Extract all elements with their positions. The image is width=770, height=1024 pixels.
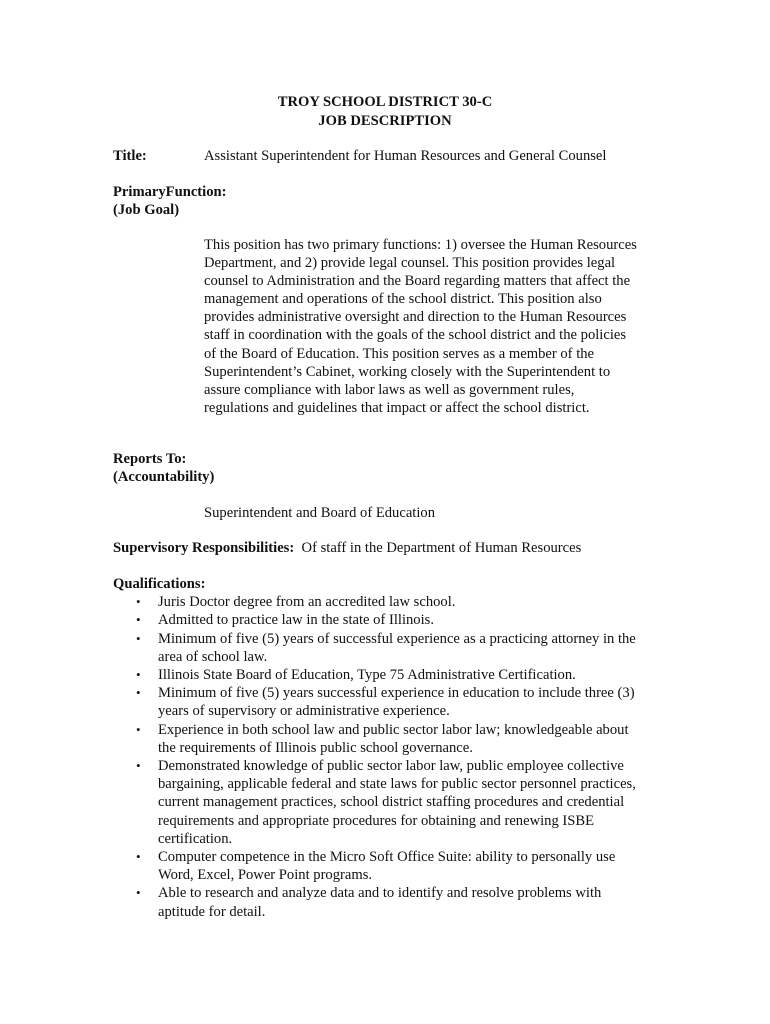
qualifications-label: Qualifications: — [113, 576, 206, 592]
bullet-icon: • — [136, 594, 141, 610]
paragraph-line: management and operations of the school district. This position also — [204, 291, 602, 308]
primary-function-paragraph — [204, 236, 664, 417]
qualification-line: the requirements of Illinois public school governance. — [158, 739, 473, 756]
qualification-line: current management practices, school district staffing procedures and credential — [158, 794, 625, 811]
qualification-line: certification. — [158, 830, 233, 847]
bullet-icon: • — [136, 667, 141, 683]
qualification-item — [113, 593, 673, 611]
qualification-line: Demonstrated knowledge of public sector labor law, public employee collective — [158, 758, 624, 775]
supervisory-responsibilities — [113, 539, 581, 557]
bullet-icon: • — [136, 849, 141, 865]
qualification-line: aptitude for detail. — [158, 903, 266, 920]
reports-to-label: Reports To: — [113, 451, 187, 467]
paragraph-line: staff in coordination with the goals of the school district and the policies — [204, 327, 627, 344]
paragraph-line: assure compliance with labor laws as well as government rules, — [204, 381, 575, 398]
paragraph-line: regulations and guidelines that impact or affect the school district. — [204, 399, 590, 416]
qualifications-section — [113, 575, 673, 921]
title-label: Title: — [113, 148, 147, 164]
document-header — [0, 93, 770, 131]
reports-to-value: Superintendent and Board of Education — [204, 505, 436, 521]
qualification-line: Computer competence in the Micro Soft Office Suite: ability to personally use — [158, 849, 616, 866]
qualification-line: requirements and appropriate procedures for obtaining and renewing ISBE — [158, 812, 595, 829]
qualification-line: Admitted to practice law in the state of Illinois. — [158, 612, 434, 629]
supervisory-label: Supervisory Responsibilities: — [113, 540, 295, 556]
bullet-icon: • — [136, 885, 141, 901]
qualification-line: Experience in both school law and public sector labor law; knowledgeable about — [158, 721, 629, 738]
qualification-item — [113, 666, 673, 684]
bullet-icon: • — [136, 630, 141, 646]
paragraph-line: This position has two primary functions: 1) oversee the Human Resources — [204, 237, 637, 253]
primary-function-label: PrimaryFunction: — [113, 184, 227, 200]
bullet-icon: • — [136, 612, 141, 628]
qualifications-list — [113, 593, 673, 921]
paragraph-line: of the Board of Education. This position serves as a member of the — [204, 345, 595, 362]
title-value: Assistant Superintendent for Human Resources and General Counsel — [204, 148, 607, 164]
job-goal-label: (Job Goal) — [113, 202, 180, 218]
qualification-line: Minimum of five (5) years successful experience in education to include three (3) — [158, 685, 635, 702]
qualification-item — [113, 721, 673, 757]
document-type: JOB DESCRIPTION — [318, 113, 452, 129]
accountability-label: (Accountability) — [113, 469, 215, 485]
paragraph-line: provides administrative oversight and direction to the Human Resources — [204, 309, 627, 326]
qualification-line: Able to research and analyze data and to identify and resolve problems with — [158, 885, 602, 902]
qualification-line: years of supervisory or administrative experience. — [158, 703, 450, 720]
qualification-line: Juris Doctor degree from an accredited law school. — [158, 594, 456, 611]
qualification-item — [113, 848, 673, 884]
qualification-line: bargaining, applicable federal and state laws for public sector personnel practices, — [158, 776, 636, 793]
qualification-item — [113, 611, 673, 629]
qualification-item — [113, 684, 673, 720]
qualification-item — [113, 757, 673, 848]
paragraph-line: Superintendent’s Cabinet, working closely with the Superintendent to — [204, 363, 611, 380]
qualification-item — [113, 884, 673, 920]
bullet-icon: • — [136, 758, 141, 774]
qualification-line: Illinois State Board of Education, Type 75 Administrative Certification. — [158, 667, 576, 684]
qualification-item — [113, 630, 673, 666]
district-name: TROY SCHOOL DISTRICT 30-C — [277, 94, 493, 110]
paragraph-line: counsel to Administration and the Board regarding matters that affect the — [204, 273, 631, 290]
qualification-line: Word, Excel, Power Point programs. — [158, 867, 373, 884]
qualification-line: Minimum of five (5) years of successful experience as a practicing attorney in the — [158, 630, 636, 647]
bullet-icon: • — [136, 721, 141, 737]
bullet-icon: • — [136, 685, 141, 701]
paragraph-line: Department, and 2) provide legal counsel. This position provides legal — [204, 255, 616, 272]
qualification-line: area of school law. — [158, 648, 268, 665]
supervisory-value: Of staff in the Department of Human Resources — [301, 540, 582, 556]
